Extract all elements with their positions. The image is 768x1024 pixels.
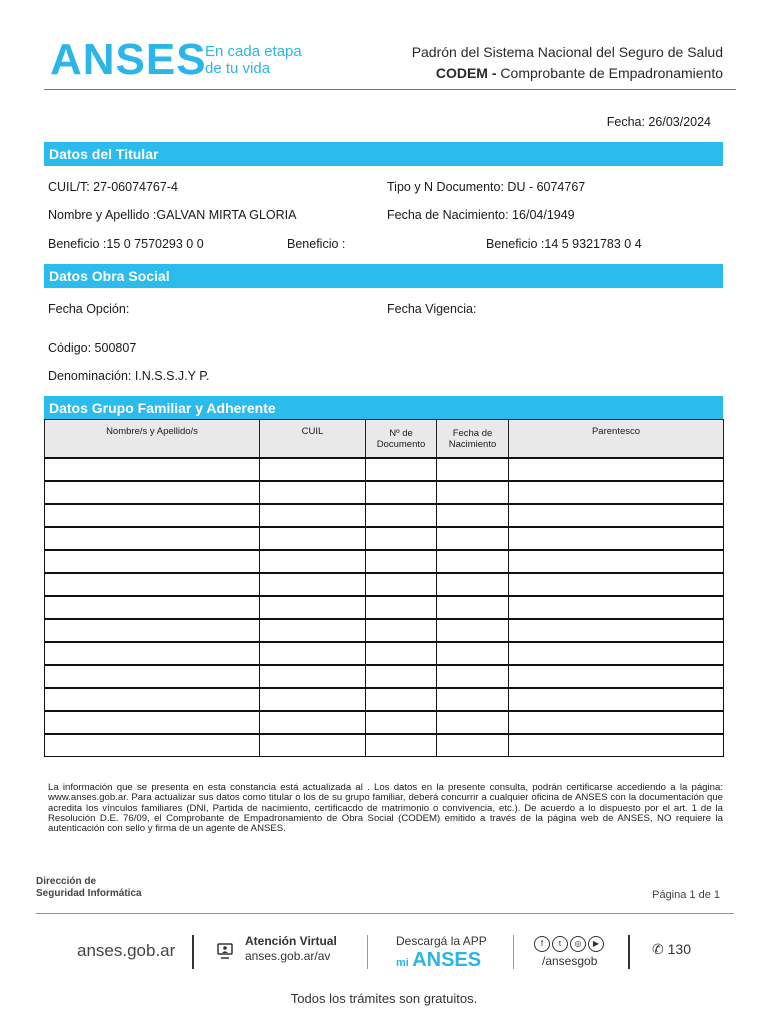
footer-site-link[interactable]: anses.gob.ar xyxy=(77,941,176,960)
table-cell xyxy=(366,527,437,550)
table-cell xyxy=(366,596,437,619)
table-row xyxy=(45,665,724,688)
table-cell xyxy=(260,665,366,688)
table-cell xyxy=(260,642,366,665)
table-cell xyxy=(366,688,437,711)
social-links[interactable] xyxy=(534,933,606,969)
table-cell xyxy=(366,642,437,665)
titular-fecha-nacimiento: Fecha de Nacimiento: 16/04/1949 xyxy=(387,208,575,222)
mi-anses-logo: ANSES xyxy=(412,949,482,971)
obra-codigo: Código: 500807 xyxy=(48,341,137,355)
table-cell xyxy=(366,550,437,573)
descarga-label: Descargá la APP xyxy=(396,934,487,948)
table-cell xyxy=(260,527,366,550)
issue-date: Fecha: 26/03/2024 xyxy=(606,115,711,129)
table-cell xyxy=(366,573,437,596)
table-cell xyxy=(260,711,366,734)
table-row xyxy=(45,504,724,527)
table-cell xyxy=(437,458,509,481)
table-cell xyxy=(437,573,509,596)
direccion-line-1: Dirección de xyxy=(36,876,97,887)
table-cell xyxy=(437,619,509,642)
phone-contact[interactable] xyxy=(652,941,691,958)
footer-divider xyxy=(36,913,734,914)
atencion-virtual[interactable] xyxy=(245,934,337,964)
table-row xyxy=(45,734,724,757)
table-cell xyxy=(509,504,724,527)
tagline-line-1: En cada etapa xyxy=(205,43,302,60)
titular-beneficio-2: Beneficio : xyxy=(287,237,346,251)
section-grupo-familiar-title: Datos Grupo Familiar y Adherente xyxy=(44,396,723,419)
col-header-documento: Nº de Documento xyxy=(366,420,437,459)
table-cell xyxy=(509,619,724,642)
direccion-seguridad xyxy=(36,876,142,900)
facebook-icon[interactable]: f xyxy=(534,936,550,952)
table-cell xyxy=(45,504,260,527)
table-header-row xyxy=(45,420,724,459)
atencion-title: Atención Virtual xyxy=(245,934,337,948)
table-cell xyxy=(45,596,260,619)
table-cell xyxy=(45,527,260,550)
section-titular-title: Datos del Titular xyxy=(44,142,723,166)
table-cell xyxy=(366,619,437,642)
obra-fecha-vigencia: Fecha Vigencia: xyxy=(387,302,477,316)
instagram-icon[interactable]: ◎ xyxy=(570,936,586,952)
table-cell xyxy=(437,481,509,504)
direccion-line-2: Seguridad Informática xyxy=(36,888,142,899)
titular-documento: Tipo y N Documento: DU - 6074767 xyxy=(387,180,586,194)
table-cell xyxy=(45,619,260,642)
anses-logo: ANSES xyxy=(50,35,207,84)
table-cell xyxy=(260,596,366,619)
table-cell xyxy=(260,688,366,711)
table-body xyxy=(45,458,724,757)
table-cell xyxy=(260,458,366,481)
table-cell xyxy=(45,481,260,504)
table-cell xyxy=(260,481,366,504)
footer-separator xyxy=(367,935,368,969)
table-cell xyxy=(260,504,366,527)
table-cell xyxy=(509,573,724,596)
table-row xyxy=(45,711,724,734)
table-cell xyxy=(45,550,260,573)
table-row xyxy=(45,550,724,573)
table-cell xyxy=(509,734,724,757)
table-cell xyxy=(509,711,724,734)
grupo-familiar-table xyxy=(44,419,724,757)
obra-fecha-opcion: Fecha Opción: xyxy=(48,302,130,316)
table-cell xyxy=(45,711,260,734)
table-cell xyxy=(45,642,260,665)
table-cell xyxy=(437,527,509,550)
table-cell xyxy=(366,711,437,734)
footer-separator xyxy=(513,935,514,969)
titular-beneficio-3: Beneficio :14 5 9321783 0 4 xyxy=(486,237,642,251)
title-line-1: Padrón del Sistema Nacional del Seguro de Salud xyxy=(411,44,723,60)
table-cell xyxy=(45,665,260,688)
table-cell xyxy=(509,481,724,504)
logo-tagline xyxy=(205,43,302,77)
monitor-icon xyxy=(216,942,234,965)
obra-denominacion: Denominación: I.N.S.S.J.Y P. xyxy=(48,369,210,383)
table-cell xyxy=(437,665,509,688)
col-header-fecha-nacimiento: Fecha de Nacimiento xyxy=(437,420,509,459)
titular-cuil: CUIL/T: 27-06074767-4 xyxy=(48,180,178,194)
disclaimer-text: La información que se presenta en esta constancia está actualizada al . Los datos en la presente consulta, podrán certificarse accediendo a la página: www.anses.gob.ar. Para actualizar sus datos como titular o los de su grupo familiar, deberá concurrir a cualquier oficina de ANSES con la documentación que acredita los vínculos familiares (DNI, Partida de nacimiento, certificacdo de matrimonio o convivencia, etc.). De acuerdo a lo dispuesto por el art. 1 de la Resolución D.E. 76/09, el Comprobante de Empadronamiento de Obra Social (CODEM) emitido a través de la página web de ANSES, NO requiere la autenticación con sello y firma de un agente de ANSES. xyxy=(48,782,723,835)
table-cell xyxy=(509,527,724,550)
table-cell xyxy=(45,734,260,757)
table-row xyxy=(45,642,724,665)
table-cell xyxy=(45,573,260,596)
table-cell xyxy=(260,734,366,757)
section-obra-social-title: Datos Obra Social xyxy=(44,264,723,288)
tagline-line-2: de tu vida xyxy=(205,60,271,77)
title-line-2-rest: Comprobante de Empadronamiento xyxy=(496,65,723,81)
table-cell xyxy=(437,642,509,665)
table-cell xyxy=(437,734,509,757)
table-cell xyxy=(366,504,437,527)
table-cell xyxy=(509,688,724,711)
table-cell xyxy=(509,596,724,619)
table-cell xyxy=(45,688,260,711)
table-row xyxy=(45,458,724,481)
table-cell xyxy=(437,504,509,527)
table-cell xyxy=(437,688,509,711)
table-row xyxy=(45,688,724,711)
table-cell xyxy=(509,550,724,573)
twitter-icon[interactable]: t xyxy=(552,936,568,952)
titular-nombre: Nombre y Apellido :GALVAN MIRTA GLORIA xyxy=(48,208,297,222)
footer-separator xyxy=(192,935,194,969)
mi-label: mi xyxy=(396,957,409,969)
table-cell xyxy=(437,596,509,619)
table-cell xyxy=(260,573,366,596)
table-cell xyxy=(366,734,437,757)
footer-separator xyxy=(628,935,630,969)
atencion-url: anses.gob.ar/av xyxy=(245,949,331,963)
descarga-app[interactable] xyxy=(396,934,487,974)
table-cell xyxy=(509,642,724,665)
table-row xyxy=(45,596,724,619)
header-divider xyxy=(44,89,736,90)
phone-icon: ✆ xyxy=(652,941,664,957)
phone-number: 130 xyxy=(667,941,691,957)
col-header-parentesco: Parentesco xyxy=(509,420,724,459)
youtube-icon[interactable]: ▶ xyxy=(588,936,604,952)
table-row xyxy=(45,481,724,504)
col-header-cuil: CUIL xyxy=(260,420,366,459)
table-cell xyxy=(260,619,366,642)
titular-beneficio-1: Beneficio :15 0 7570293 0 0 xyxy=(48,237,204,251)
page-number: Página 1 de 1 xyxy=(652,889,720,901)
table-cell xyxy=(260,550,366,573)
table-cell xyxy=(437,550,509,573)
social-handle: /ansesgob xyxy=(542,954,598,968)
col-header-nombre: Nombre/s y Apellido/s xyxy=(45,420,260,459)
footer-gratis-note: Todos los trámites son gratuitos. xyxy=(290,991,478,1006)
document-title xyxy=(412,42,723,84)
table-cell xyxy=(437,711,509,734)
table-row xyxy=(45,573,724,596)
table-cell xyxy=(45,458,260,481)
title-line-2 xyxy=(412,63,723,84)
table-cell xyxy=(366,481,437,504)
codem-label: CODEM - xyxy=(435,65,497,81)
table-cell xyxy=(509,665,724,688)
table-cell xyxy=(366,458,437,481)
table-row xyxy=(45,619,724,642)
table-cell xyxy=(366,665,437,688)
table-cell xyxy=(509,458,724,481)
table-row xyxy=(45,527,724,550)
